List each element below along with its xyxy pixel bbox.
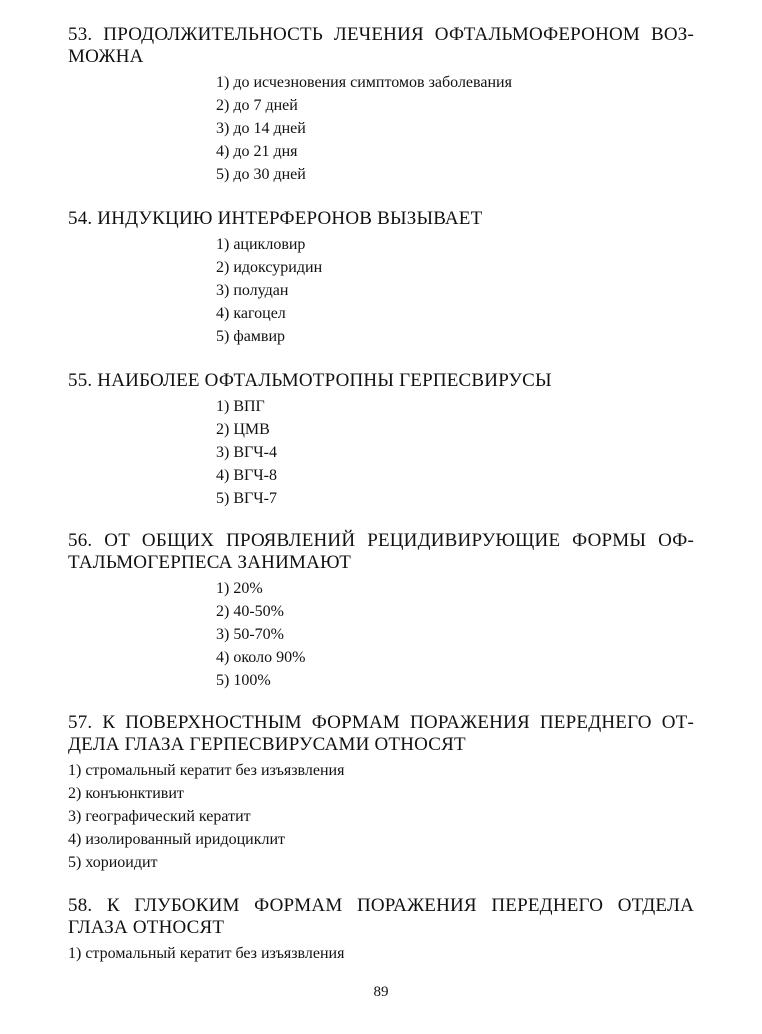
- answer-option: 5) 100%: [216, 672, 271, 689]
- question-title: 53. ПРОДОЛЖИТЕЛЬНОСТЬ ЛЕЧЕНИЯ ОФТАЛЬМОФЕРОНОМ ВОЗ-МОЖНА: [68, 24, 694, 67]
- answer-option: 3) ВГЧ-4: [216, 444, 277, 461]
- question-57: [68, 712, 694, 874]
- question-55: [68, 370, 694, 510]
- answer-option: 5) ВГЧ-7: [216, 490, 277, 507]
- question-53: [68, 24, 694, 186]
- answer-option: 1) стромальный кератит без изъязвления: [68, 762, 345, 779]
- question-title: 54. ИНДУКЦИЮ ИНТЕРФЕРОНОВ ВЫЗЫВАЕТ: [68, 208, 483, 229]
- answer-option: 2) ЦМВ: [216, 421, 270, 438]
- question-title: 57. К ПОВЕРХНОСТНЫМ ФОРМАМ ПОРАЖЕНИЯ ПЕРЕДНЕГО ОТ-ДЕЛА ГЛАЗА ГЕРПЕСВИРУСАМИ ОТНОСЯТ: [68, 712, 694, 755]
- question-title: 55. НАИБОЛЕЕ ОФТАЛЬМОТРОПНЫ ГЕРПЕСВИРУСЫ: [68, 370, 552, 391]
- answer-option: 4) ВГЧ-8: [216, 467, 277, 484]
- question-56: [68, 530, 694, 692]
- answer-option: 2) идоксуридин: [216, 259, 323, 276]
- answer-list: [68, 759, 694, 874]
- question-title: 58. К ГЛУБОКИМ ФОРМАМ ПОРАЖЕНИЯ ПЕРЕДНЕГО ОТДЕЛА ГЛАЗА ОТНОСЯТ: [68, 895, 694, 938]
- answer-option: 4) до 21 дня: [216, 143, 298, 160]
- question-58: [68, 895, 694, 965]
- answer-option: 3) до 14 дней: [216, 120, 306, 137]
- answer-option: 4) около 90%: [216, 649, 306, 666]
- answer-option: 1) ацикловир: [216, 236, 306, 253]
- answer-option: 5) хориоидит: [68, 854, 158, 871]
- answer-option: 2) 40-50%: [216, 603, 284, 620]
- answer-option: 2) конъюнктивит: [68, 785, 184, 802]
- question-title: 56. ОТ ОБЩИХ ПРОЯВЛЕНИЙ РЕЦИДИВИРУЮЩИЕ ФОРМЫ ОФ-ТАЛЬМОГЕРПЕСА ЗАНИМАЮТ: [68, 530, 694, 573]
- answer-list: [216, 233, 694, 348]
- answer-option: 2) до 7 дней: [216, 97, 298, 114]
- page-number: 89: [373, 984, 389, 1000]
- answer-option: 5) фамвир: [216, 328, 286, 345]
- answer-list: [216, 395, 694, 510]
- answer-option: 4) изолированный иридоциклит: [68, 831, 286, 848]
- answer-list: [216, 71, 694, 186]
- answer-option: 3) географический кератит: [68, 808, 251, 825]
- answer-option: 1) ВПГ: [216, 398, 265, 415]
- answer-option: 3) 50-70%: [216, 626, 284, 643]
- answer-list: [68, 942, 694, 965]
- answer-option: 4) кагоцел: [216, 305, 286, 322]
- answer-option: 5) до 30 дней: [216, 166, 306, 183]
- question-54: [68, 208, 694, 348]
- answer-option: 1) стромальный кератит без изъязвления: [68, 945, 345, 962]
- answer-list: [216, 577, 694, 692]
- answer-option: 1) до исчезновения симптомов заболевания: [216, 74, 512, 91]
- answer-option: 1) 20%: [216, 580, 263, 597]
- answer-option: 3) полудан: [216, 282, 289, 299]
